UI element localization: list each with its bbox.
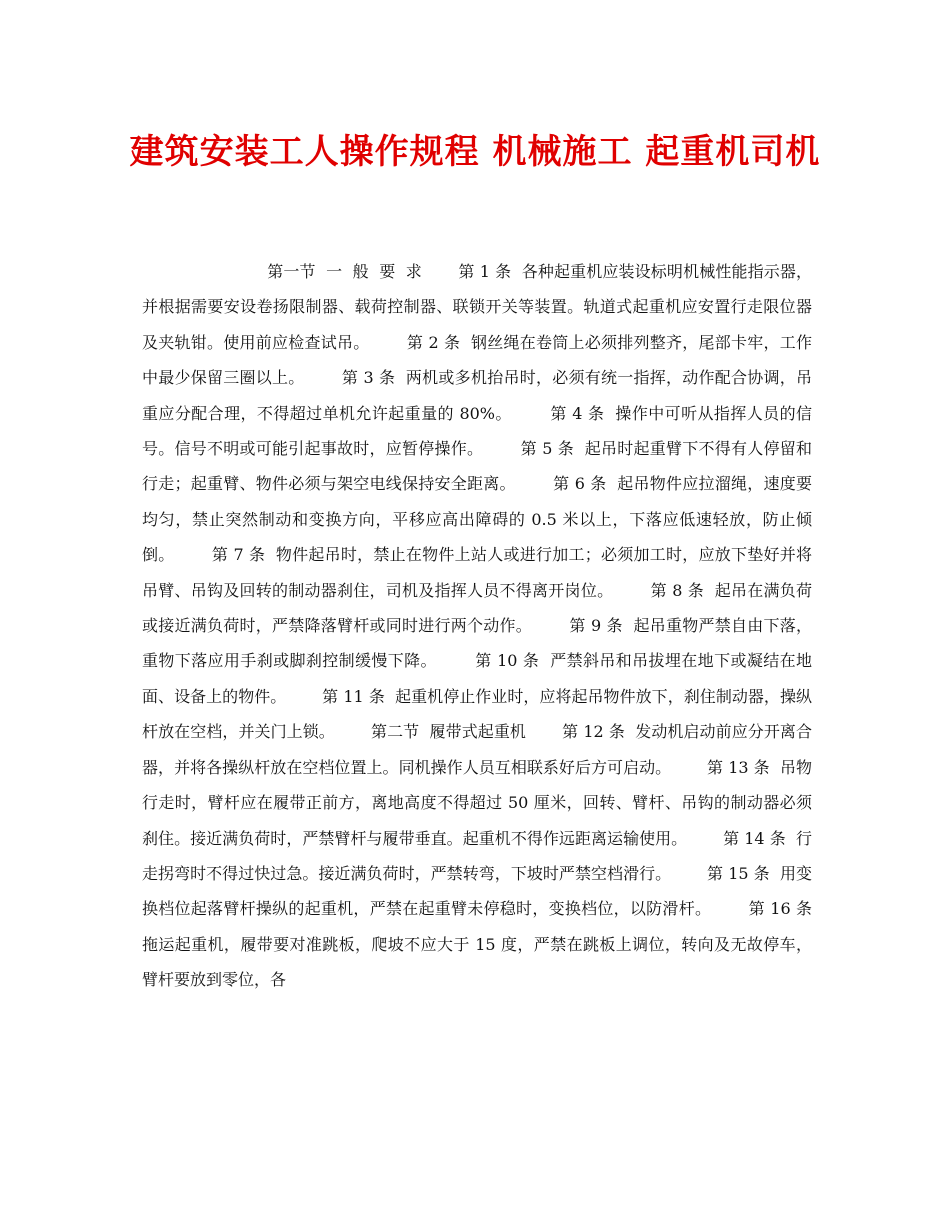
document-body-text: 第一节 一 般 要 求 第 1 条 各种起重机应装设标明机械性能指示器，并根据需要安设卷扬限制器、载荷控制器、联锁开关等装置。轨道式起重机应安置行走限位器及夹轨钳。使用前应检查试吊。 第 2 条 钢丝绳在卷筒上必须排列整齐，尾部卡牢，工作中最少保留三圈以上。 第 3 条 两机或多机抬吊时，必须有统一指挥，动作配合协调，吊重应分配合理，不得超过单机允许起重量的 80%。 第 4 条 操作中可听从指挥人员的信号。信号不明或可能引起事故时，应暂停操作。 第 5 条 起吊时起重臂下不得有人停留和行走；起重臂、物件必须与架空电线保持安全距离。 第 6 条 起吊物件应拉溜绳，速度要均匀，禁止突然制动和变换方向，平移应高出障碍的 0.5 米以上，下落应低速轻放，防止倾倒。 第 7 条 物件起吊时，禁止在物件上站人或进行加工；必须加工时，应放下垫好并将吊臂、吊钩及回转的制动器刹住，司机及指挥人员不得离开岗位。 第 8 条 起吊在满负荷或接近满负荷时，严禁降落臂杆或同时进行两个动作。 第 9 条 起吊重物严禁自由下落，重物下落应用手刹或脚刹控制缓慢下降。 第 10 条 严禁斜吊和吊拔埋在地下或凝结在地面、设备上的物件。 第 11 条 起重机停止作业时，应将起吊物件放下，刹住制动器，操纵杆放在空档，并关门上锁。 第二节 履带式起重机 第 12 条 发动机启动前应分开离合器，并将各操纵杆放在空档位置上。同机操作人员互相联系好后方可启动。 第 13 条 吊物行走时，臂杆应在履带正前方，离地高度不得超过 50 厘米，回转、臂杆、吊钩的制动器必须刹住。接近满负荷时，严禁臂杆与履带垂直。起重机不得作远距离运输使用。 第 14 条 行走拐弯时不得过快过急。接近满负荷时，严禁转弯，下坡时严禁空档滑行。 第 15 条 用变换档位起落臂杆操纵的起重机，严禁在起重臂未停稳时，变换档位，以防滑杆。 第 16 条 拖运起重机，履带要对准跳板，爬坡不应大于 15 度，严禁在跳板上调位，转向及无故停车，臂杆要放到零位，各 xyxy=(142,262,823,990)
document-title: 建筑安装工人操作规程 机械施工 起重机司机 xyxy=(129,132,821,172)
